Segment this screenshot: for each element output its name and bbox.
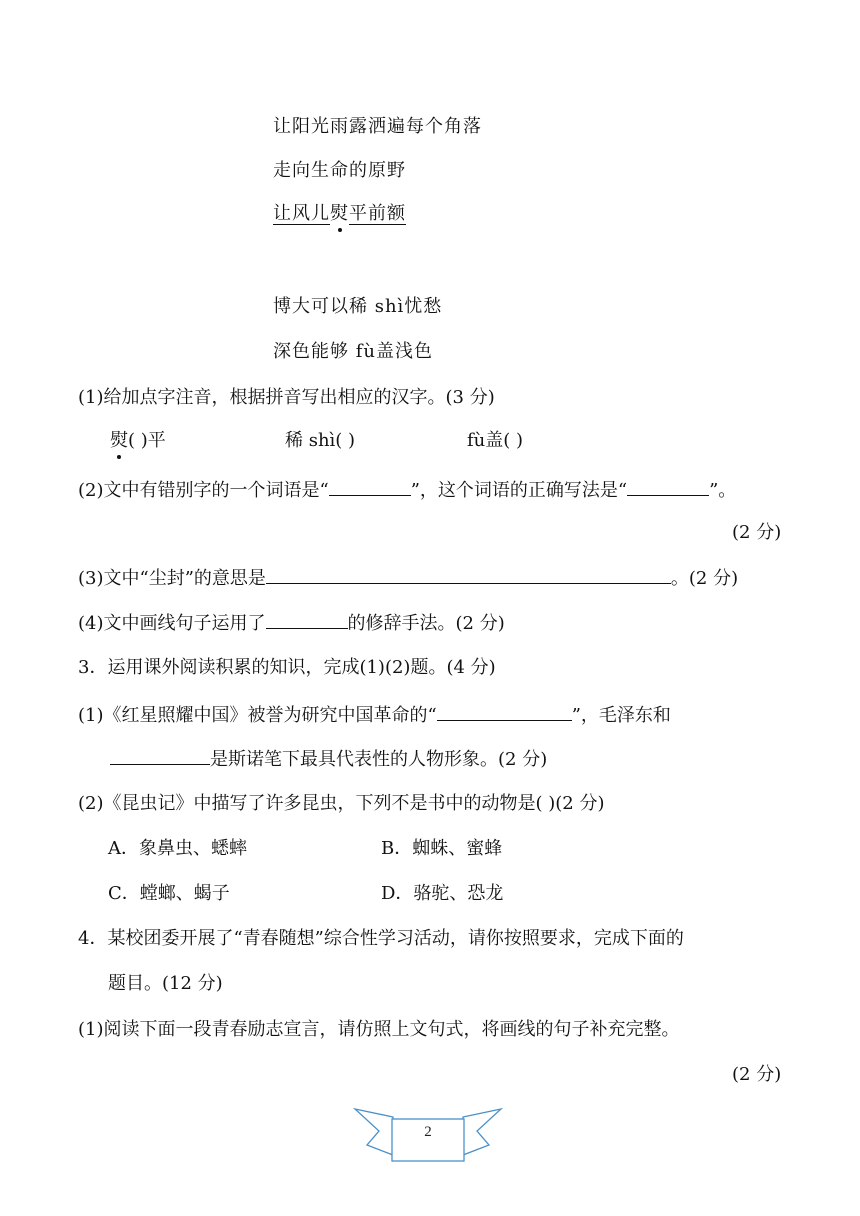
q4-part1-text: (1)阅读下面一段青春励志宣言，请仿照上文句式，将画线的句子补充完整。 <box>78 1019 680 1040</box>
q2-part3-line <box>78 565 738 591</box>
option-b: B．蜘蛛、蜜蜂 <box>381 838 503 859</box>
q2-part1-item2: 稀 shì( ) <box>285 430 356 451</box>
q2-part1-item3: fù盖( ) <box>467 430 524 451</box>
dotted-char: 熨 <box>110 430 128 451</box>
q3-part1-text-b: ”，毛泽东和 <box>571 705 671 726</box>
poem-line-2: 走向生命的原野 <box>273 160 406 181</box>
q2-part3-text-b: 。(2 分) <box>670 568 739 589</box>
poem-line-1: 让阳光雨露洒遍每个角落 <box>273 116 482 137</box>
q3-part1-text-a: (1)《红星照耀中国》被誉为研究中国革命的“ <box>78 705 437 726</box>
q2-part2-score: (2 分) <box>732 522 782 543</box>
dotted-char: 熨 <box>330 203 349 224</box>
q2-item1-blank: ( )平 <box>128 430 166 451</box>
q2-part1-item1 <box>110 429 166 453</box>
answer-blank[interactable] <box>110 746 210 765</box>
poem-line-3-underlined <box>273 202 406 226</box>
poem-line-3-part-b: 平前额 <box>349 203 406 224</box>
option-c: C．螳螂、蝎子 <box>108 883 230 904</box>
q3-part1-line1 <box>78 702 671 728</box>
page-number: 2 <box>424 1124 432 1140</box>
option-a: A．象鼻虫、蟋蟀 <box>108 838 247 859</box>
q4-part1-score: (2 分) <box>732 1064 782 1085</box>
q3-part1-text-c: 是斯诺笔下最具代表性的人物形象。(2 分) <box>210 749 548 770</box>
q3-title: 3．运用课外阅读积累的知识，完成(1)(2)题。(4 分) <box>78 657 496 678</box>
answer-blank[interactable] <box>627 477 709 496</box>
q2-part2-text-c: ”。 <box>709 480 737 501</box>
answer-blank[interactable] <box>266 565 671 584</box>
q2-part3-text-a: (3)文中“尘封”的意思是 <box>78 568 266 589</box>
poem-line-5: 深色能够 fù盖浅色 <box>273 341 433 362</box>
q2-part2-text-a: (2)文中有错别字的一个词语是“ <box>78 480 329 501</box>
answer-blank[interactable] <box>329 477 411 496</box>
q2-part4-line <box>78 610 505 636</box>
answer-blank[interactable] <box>266 610 348 629</box>
q2-part2-line <box>78 477 736 503</box>
q2-part4-text-b: 的修辞手法。(2 分) <box>347 613 505 634</box>
q3-part2-text: (2)《昆虫记》中描写了许多昆虫，下列不是书中的动物是( )(2 分) <box>78 793 605 814</box>
option-d: D．骆驼、恐龙 <box>381 883 504 904</box>
poem-line-3-part-a: 让风儿 <box>273 203 330 224</box>
q2-part1-text: (1)给加点字注音，根据拼音写出相应的汉字。(3 分) <box>78 387 495 408</box>
poem-line-4: 博大可以稀 shì忧愁 <box>273 296 443 317</box>
answer-blank[interactable] <box>437 702 572 721</box>
q4-title-line2: 题目。(12 分) <box>108 973 223 994</box>
q2-part2-text-b: ”，这个词语的正确写法是“ <box>410 480 628 501</box>
q4-title-line1: 4．某校团委开展了“青春随想”综合性学习活动，请你按照要求，完成下面的 <box>78 928 684 949</box>
q2-part4-text-a: (4)文中画线句子运用了 <box>78 613 266 634</box>
q3-part1-line2 <box>110 746 547 772</box>
